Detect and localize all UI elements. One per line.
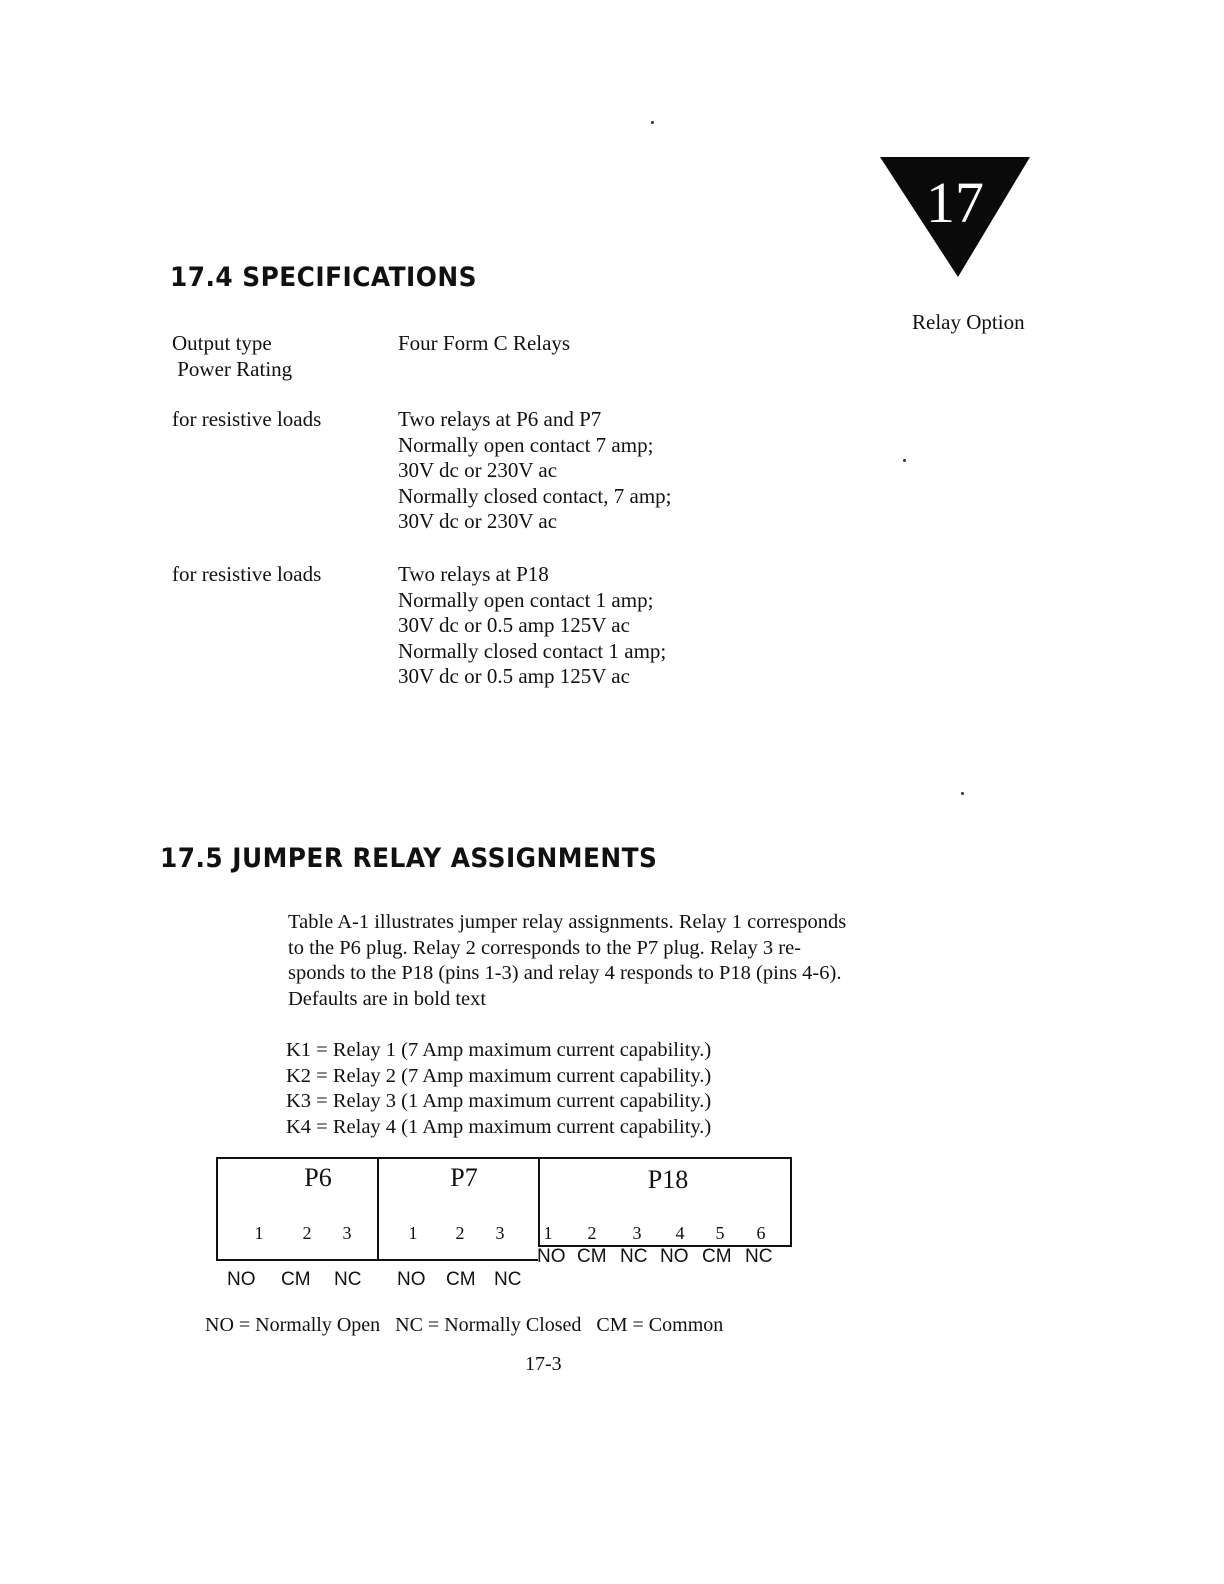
relay-list-item: K3 = Relay 3 (1 Amp maximum current capability.) (286, 1090, 712, 1112)
p18-pin: 3 (632, 1223, 642, 1243)
p6-pin: 1 (254, 1223, 264, 1243)
spec-value: Normally closed contact, 7 amp; (398, 483, 672, 508)
spec-label: Power Rating (172, 356, 293, 381)
chapter-number: 17 (926, 170, 984, 235)
p6-pin: 2 (302, 1223, 312, 1243)
p7-pin: 3 (495, 1223, 505, 1243)
p6-label: NC (334, 1269, 362, 1290)
scan-speck (651, 121, 654, 124)
p6-pin: 3 (342, 1223, 352, 1243)
intro-paragraph (288, 910, 888, 1012)
p18-pin: 5 (715, 1223, 725, 1243)
p18-label: NC (745, 1246, 773, 1267)
paragraph-line: sponds to the P18 (pins 1-3) and relay 4 responds to P18 (pins 4-6). (288, 962, 842, 984)
p6-header: P6 (304, 1163, 332, 1192)
scan-speck (961, 792, 964, 795)
spec-label: Output type (172, 331, 272, 355)
section-heading-jumper-relay: 17.5 JUMPER RELAY ASSIGNMENTS (160, 843, 658, 874)
p18-pin: 4 (675, 1223, 685, 1243)
p7-header: P7 (450, 1163, 478, 1192)
paragraph-line: to the P6 plug. Relay 2 corresponds to the P7 plug. Relay 3 re- (288, 936, 801, 959)
spec-value: Two relays at P6 and P7 (398, 407, 602, 431)
p18-pin: 6 (756, 1223, 766, 1243)
p7-label: CM (446, 1269, 476, 1290)
p18-label: CM (577, 1246, 607, 1267)
p18-label: NO (660, 1246, 689, 1267)
p18-pin: 1 (543, 1223, 553, 1243)
relay-list-item: K4 = Relay 4 (1 Amp maximum current capability.) (286, 1115, 712, 1138)
spec-value: Four Form C Relays (398, 331, 571, 355)
section-heading-specifications: 17.4 SPECIFICATIONS (170, 262, 477, 293)
spec-value: Normally open contact 7 amp; (398, 432, 654, 457)
scan-speck (903, 459, 906, 462)
p7-label: NC (494, 1269, 522, 1290)
p7-pin: 2 (455, 1223, 465, 1243)
spec-value: Two relays at P18 (398, 562, 549, 586)
p18-header: P18 (647, 1165, 689, 1194)
relay-list (286, 1038, 711, 1140)
paragraph-line: Defaults are in bold text (288, 987, 487, 1010)
spec-value: 30V dc or 0.5 amp 125V ac (398, 664, 630, 688)
table-legend: NO = Normally Open NC = Normally Closed CM = Common (205, 1314, 724, 1336)
p18-label: CM (702, 1246, 732, 1267)
p18-label: NO (537, 1246, 566, 1267)
relay-list-item: K2 = Relay 2 (7 Amp maximum current capability.) (286, 1064, 712, 1087)
p7-pin: 1 (408, 1223, 418, 1243)
spec-value: 30V dc or 230V ac (398, 458, 558, 482)
page-number: 17-3 (525, 1353, 562, 1375)
spec-value: 30V dc or 230V ac (398, 509, 558, 533)
spec-label: for resistive loads (172, 562, 322, 586)
p6-label: NO (227, 1269, 256, 1290)
spec-label: for resistive loads (172, 407, 322, 431)
spec-value: Normally closed contact 1 amp; (398, 638, 667, 663)
chapter-side-label: Relay Option (912, 310, 1025, 334)
p7-label: NO (397, 1269, 426, 1290)
spec-value: Normally open contact 1 amp; (398, 587, 654, 612)
p6-label: CM (281, 1269, 311, 1290)
spec-value: 30V dc or 0.5 amp 125V ac (398, 613, 630, 637)
paragraph-line: Table A-1 illustrates jumper relay assignments. Relay 1 corresponds (288, 911, 847, 933)
relay-list-item: K1 = Relay 1 (7 Amp maximum current capability.) (286, 1039, 712, 1061)
p18-label: NC (620, 1246, 648, 1267)
p18-pin: 2 (587, 1223, 597, 1243)
